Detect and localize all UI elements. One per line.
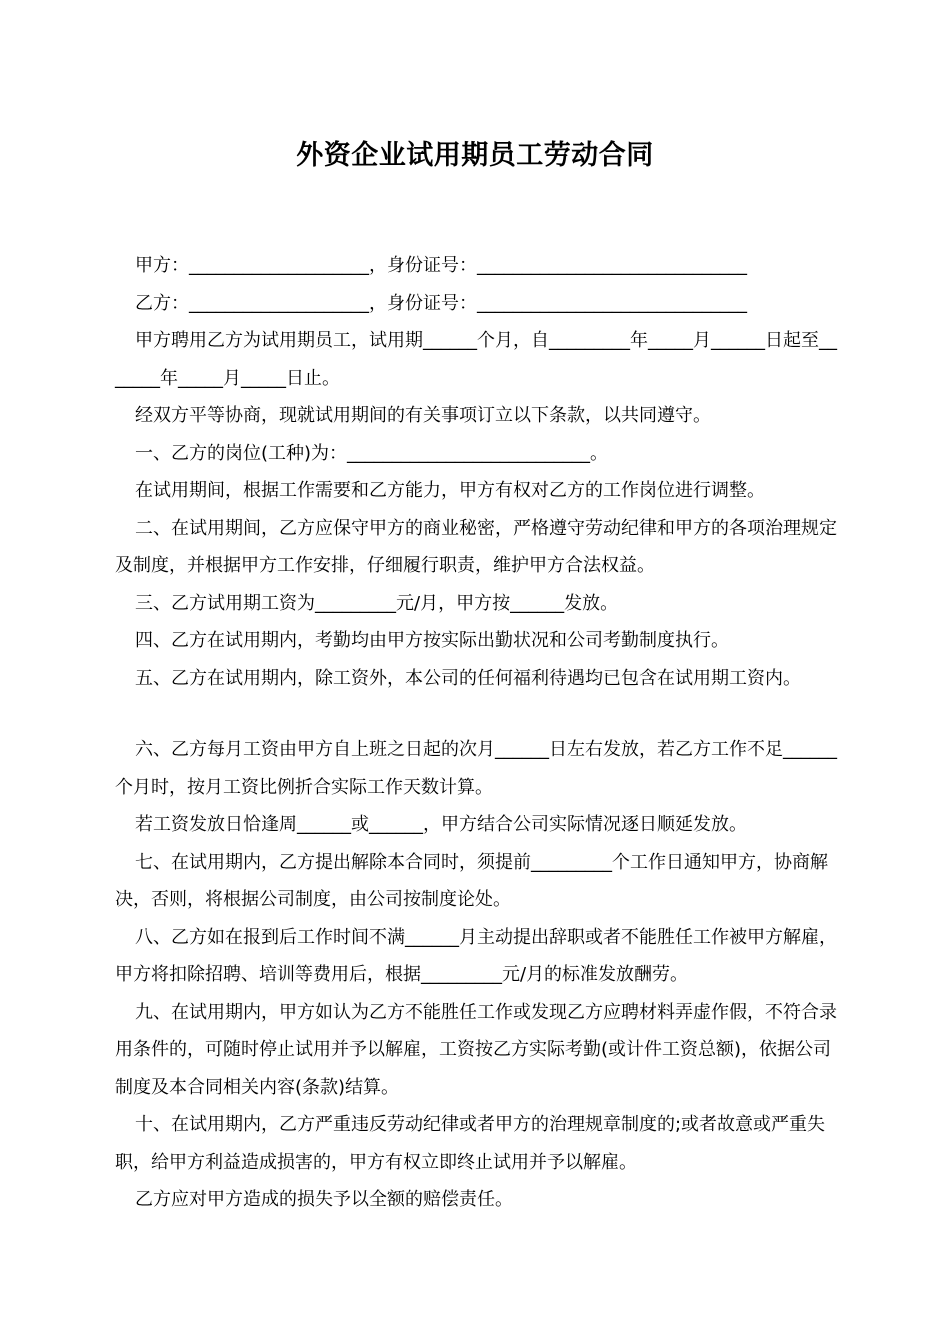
clause-6-holiday-payment: 若工资发放日恰逢周______或______，甲方结合公司实际情况逐日顺延发放。 xyxy=(135,814,747,835)
agreement-intro-paragraph: 经双方平等协商，现就试用期间的有关事项订立以下条款，以共同遵守。 xyxy=(135,405,711,426)
clause-3-salary: 三、乙方试用期工资为_________元/月，甲方按______发放。 xyxy=(135,592,619,614)
clause-2-confidentiality: 二、在试用期间，乙方应保守甲方的商业秘密，严格遵守劳动纪律和甲方的各项治理规定及制度，并根据甲方工作安排，仔细履行职责，维护甲方合法权益。 xyxy=(115,517,837,576)
clause-4-attendance: 四、乙方在试用期内，考勤均由甲方按实际出勤状况和公司考勤制度执行。 xyxy=(135,630,729,651)
clause-1-adjustment: 在试用期间，根据工作需要和乙方能力，甲方有权对乙方的工作岗位进行调整。 xyxy=(135,480,765,501)
clause-5-benefits: 五、乙方在试用期内，除工资外，本公司的任何福利待遇均已包含在试用期工资内。 xyxy=(135,667,801,689)
document-title: 外资企业试用期员工劳动合同 xyxy=(296,140,654,171)
clause-7-termination-notice: 七、在试用期内，乙方提出解除本合同时，须提前_________个工作日通知甲方，协商解决，否则，将根据公司制度，由公司按制度论处。 xyxy=(115,851,828,910)
compensation-liability: 乙方应对甲方造成的损失予以全额的赔偿责任。 xyxy=(135,1189,513,1210)
document-body xyxy=(115,247,837,1219)
paragraph-spacer xyxy=(115,697,837,731)
clause-1-position: 一、乙方的岗位(工种)为：___________________________。 xyxy=(135,442,609,464)
probation-period-paragraph: 甲方聘用乙方为试用期员工，试用期______个月，自_________年_____月______日起至_______年_____月_____日止。 xyxy=(115,330,837,389)
clause-9-dismissal: 九、在试用期内，甲方如认为乙方不能胜任工作或发现乙方应聘材料弄虚作假，不符合录用条件的，可随时停止试用并予以解雇，工资按乙方实际考勤(或计件工资总额)，依据公司制度及本合同相关内容(条款)结算。 xyxy=(115,1001,837,1098)
clause-8-early-resignation: 八、乙方如在报到后工作时间不满______月主动提出辞职或者不能胜任工作被甲方解雇，甲方将扣除招聘、培训等费用后，根据_________元/月的标准发放酬劳。 xyxy=(115,926,837,985)
clause-10-serious-violation: 十、在试用期内，乙方严重违反劳动纪律或者甲方的治理规章制度的;或者故意或严重失职，给甲方利益造成损害的，甲方有权立即终止试用并予以解雇。 xyxy=(115,1114,826,1173)
party-a-line: 甲方：____________________，身份证号：______________________________ xyxy=(135,255,747,276)
party-b-line: 乙方：____________________，身份证号：______________________________ xyxy=(135,292,747,314)
clause-6-payday: 六、乙方每月工资由甲方自上班之日起的次月______日左右发放，若乙方工作不足______个月时，按月工资比例折合实际工作天数计算。 xyxy=(115,739,837,798)
